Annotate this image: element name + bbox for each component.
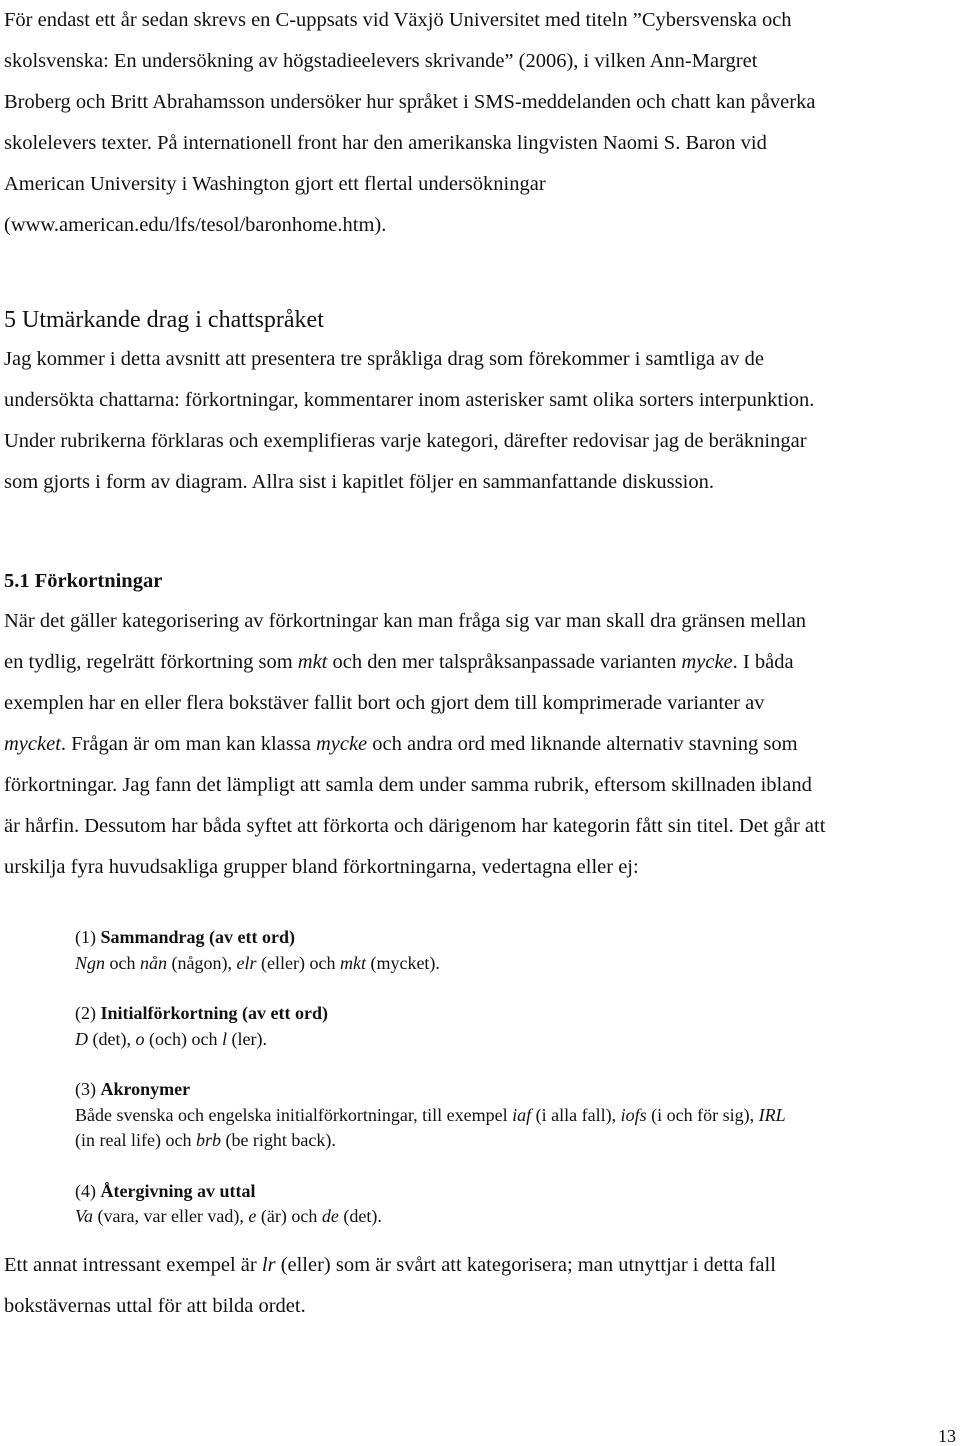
italic-term: iaf [512, 1104, 532, 1125]
group-title-line [75, 1077, 955, 1103]
text-line: För endast ett år sedan skrevs en C-uppsats vid Växjö Universitet med titeln ”Cybersvenska och [4, 9, 792, 31]
italic-term: IRL [758, 1104, 786, 1125]
group-title-line [75, 1179, 955, 1205]
text-line: är hårfin. Dessutom har båda syftet att förkorta och därigenom har kategorin fått sin titel. Det går att [4, 815, 826, 837]
text-line [4, 724, 958, 765]
text-segment: och [105, 952, 141, 973]
subsection-heading: 5.1 Förkortningar [4, 570, 163, 592]
intro-paragraph [4, 0, 958, 246]
group-example-line [75, 951, 955, 977]
abbreviation-group [75, 925, 955, 976]
text-segment: (eller) och [256, 952, 340, 973]
text-line [4, 1245, 958, 1286]
text-line: Broberg och Britt Abrahamsson undersöker hur språket i SMS-meddelanden och chatt kan påverka [4, 91, 816, 113]
text-segment: (mycket). [365, 952, 440, 973]
text-line: American University i Washington gjort ett flertal undersökningar [4, 173, 546, 195]
section-5-1 [4, 568, 958, 594]
text-line: (www.american.edu/lfs/tesol/baronhome.htm). [4, 214, 387, 236]
text-line: undersökta chattarna: förkortningar, kommentarer inom asterisker samt olika sorters interpunktion. [4, 389, 815, 411]
text-line: bokstävernas uttal för att bilda ordet. [4, 1295, 306, 1317]
text-line: skolelevers texter. På internationell front har den amerikanska lingvisten Naomi S. Baron vid [4, 132, 767, 154]
text-segment: Både svenska och engelska initialförkortningar, till exempel [75, 1104, 513, 1125]
text-segment: (vara, var eller vad), [93, 1206, 249, 1226]
group-number: (2) [75, 1003, 101, 1023]
italic-term: mkt [339, 952, 366, 973]
italic-term: Va [75, 1206, 93, 1226]
italic-term: mycket [4, 733, 61, 755]
group-title: Sammandrag (av ett ord) [100, 927, 295, 947]
text-segment: (någon), [167, 952, 237, 973]
group-example-line [75, 1103, 955, 1129]
italic-term: e [248, 1206, 257, 1226]
text-segment: (i och för sig), [646, 1104, 759, 1125]
italic-term: nån [140, 952, 168, 973]
text-line: som gjorts i form av diagram. Allra sist i kapitlet följer en sammanfattande diskussion. [4, 471, 714, 493]
text-line: Jag kommer i detta avsnitt att presentera tre språkliga drag som förekommer i samtliga av de [4, 348, 764, 370]
text-line: Under rubrikerna förklaras och exemplifieras varje kategori, därefter redovisar jag de beräkningar [4, 430, 807, 452]
group-number: (1) [75, 927, 101, 947]
text-segment: (är) och [256, 1206, 322, 1226]
italic-term: Ngn [75, 952, 106, 973]
text-line [4, 642, 958, 683]
text-line: urskilja fyra huvudsakliga grupper bland förkortningarna, vedertagna eller ej: [4, 856, 639, 878]
section-5-paragraph [4, 339, 958, 503]
italic-term: o [135, 1028, 145, 1049]
text-segment: (i alla fall), [531, 1104, 621, 1125]
text-line: exemplen har en eller flera bokstäver fallit bort och gjort dem till komprimerade varianter av [4, 692, 765, 714]
italic-term: mycke [681, 651, 733, 673]
text-segment: (det), [88, 1028, 136, 1049]
group-title: Akronymer [100, 1079, 191, 1099]
group-example-line [75, 1128, 955, 1154]
abbreviation-group [75, 1001, 955, 1052]
closing-paragraph [4, 1245, 958, 1327]
group-number: (4) [75, 1180, 101, 1201]
group-container [75, 925, 955, 1230]
text-segment: Ett annat intressant exempel är [4, 1254, 262, 1276]
abbreviation-group [75, 1077, 955, 1154]
text-line: förkortningar. Jag fann det lämpligt att samla dem under samma rubrik, eftersom skillnaden ibland [4, 774, 812, 796]
text-segment: en tydlig, regelrätt förkortning som [4, 651, 298, 673]
italic-term: brb [195, 1130, 221, 1150]
section-5 [4, 305, 958, 335]
group-example-line [75, 1027, 955, 1053]
italic-term: l [221, 1028, 227, 1049]
group-title: Återgivning av uttal [100, 1180, 256, 1201]
section-heading: 5 Utmärkande drag i chattspråket [4, 307, 324, 333]
abbreviation-group [75, 1179, 955, 1230]
text-segment: (och) och [144, 1028, 222, 1049]
italic-term: iofs [620, 1104, 647, 1125]
text-segment: (det). [338, 1206, 382, 1226]
text-segment: (ler). [226, 1028, 267, 1049]
italic-term: mycke [315, 733, 368, 755]
page-number: 13 [938, 1426, 956, 1446]
group-title-line [75, 1001, 955, 1027]
group-number: (3) [75, 1079, 101, 1099]
section-5-1-paragraph [4, 601, 958, 888]
italic-term: elr [236, 952, 257, 973]
text-line: När det gäller kategorisering av förkortningar kan man fråga sig var man skall dra gränsen mellan [4, 610, 807, 632]
text-segment: och den mer talspråksanpassade varianten [327, 651, 682, 673]
group-title-line [75, 925, 955, 951]
text-line: skolsvenska: En undersökning av högstadieelevers skrivande” (2006), i vilken Ann-Margret [4, 50, 758, 72]
text-segment: (in real life) och [75, 1130, 196, 1150]
italic-term: lr [261, 1254, 276, 1276]
text-segment: . I båda [732, 651, 794, 673]
italic-term: mkt [297, 651, 328, 673]
group-example-line [75, 1204, 955, 1230]
text-segment: (eller) som är svårt att kategorisera; man utnyttjar i detta fall [275, 1254, 776, 1276]
text-segment: . Frågan är om man kan klassa [60, 733, 316, 755]
abbreviation-groups-list [75, 925, 955, 1255]
italic-term: D [75, 1028, 88, 1049]
text-segment: och andra ord med liknande alternativ stavning som [367, 733, 798, 755]
italic-term: de [321, 1206, 339, 1226]
group-title: Initialförkortning (av ett ord) [100, 1003, 328, 1023]
text-segment: (be right back). [220, 1130, 336, 1150]
